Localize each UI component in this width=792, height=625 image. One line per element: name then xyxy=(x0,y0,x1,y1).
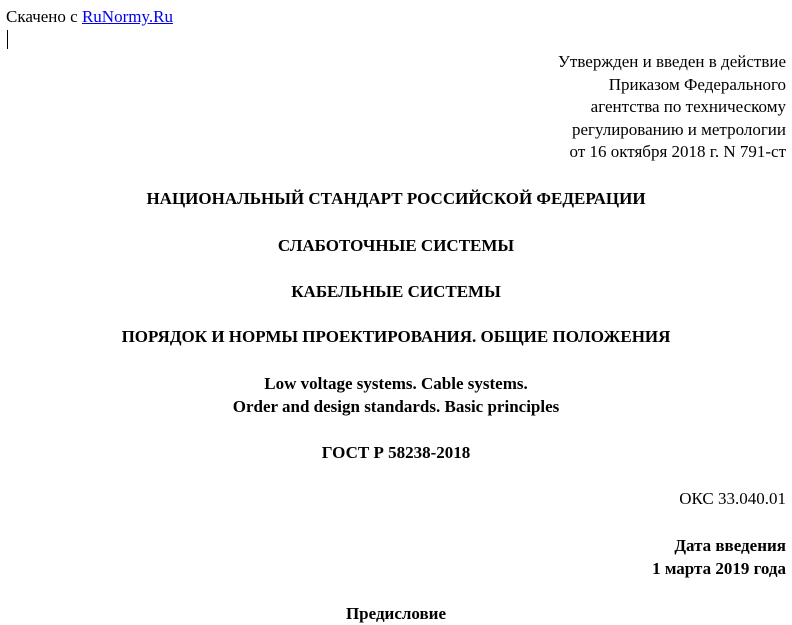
source-prefix: Скачено с xyxy=(6,7,82,26)
approval-line: Утвержден и введен в действие xyxy=(557,52,786,71)
section-heading-foreword: Предисловие xyxy=(345,604,447,623)
source-link[interactable]: RuNormy.Ru xyxy=(81,7,173,26)
title-line-1: СЛАБОТОЧНЫЕ СИСТЕМЫ xyxy=(277,236,515,255)
title-line-3: ПОРЯДОК И НОРМЫ ПРОЕКТИРОВАНИЯ. ОБЩИЕ ПОЛОЖЕНИЯ xyxy=(121,327,671,346)
approval-line: регулированию и метрологии xyxy=(571,119,786,139)
effective-date-value: 1 марта 2019 года xyxy=(652,559,786,578)
english-title-line-1: Low voltage systems. Cable systems. xyxy=(264,374,528,393)
effective-date-label: Дата введения xyxy=(674,536,786,555)
title-line-2: КАБЕЛЬНЫЕ СИСТЕМЫ xyxy=(291,282,501,301)
approval-line: агентства по техническому xyxy=(590,97,786,116)
approval-line: от 16 октября 2018 г. N 791-ст xyxy=(569,142,786,161)
english-title-line-2: Order and design standards. Basic principles xyxy=(232,397,560,416)
text-cursor xyxy=(7,30,8,49)
approval-block xyxy=(558,51,786,164)
source-line xyxy=(6,6,173,28)
standard-designation: ГОСТ Р 58238-2018 xyxy=(321,443,471,462)
standard-type-heading: НАЦИОНАЛЬНЫЙ СТАНДАРТ РОССИЙСКОЙ ФЕДЕРАЦИИ xyxy=(146,189,646,208)
oks-code: ОКС 33.040.01 xyxy=(679,489,786,508)
approval-line: Приказом Федерального xyxy=(608,74,786,94)
